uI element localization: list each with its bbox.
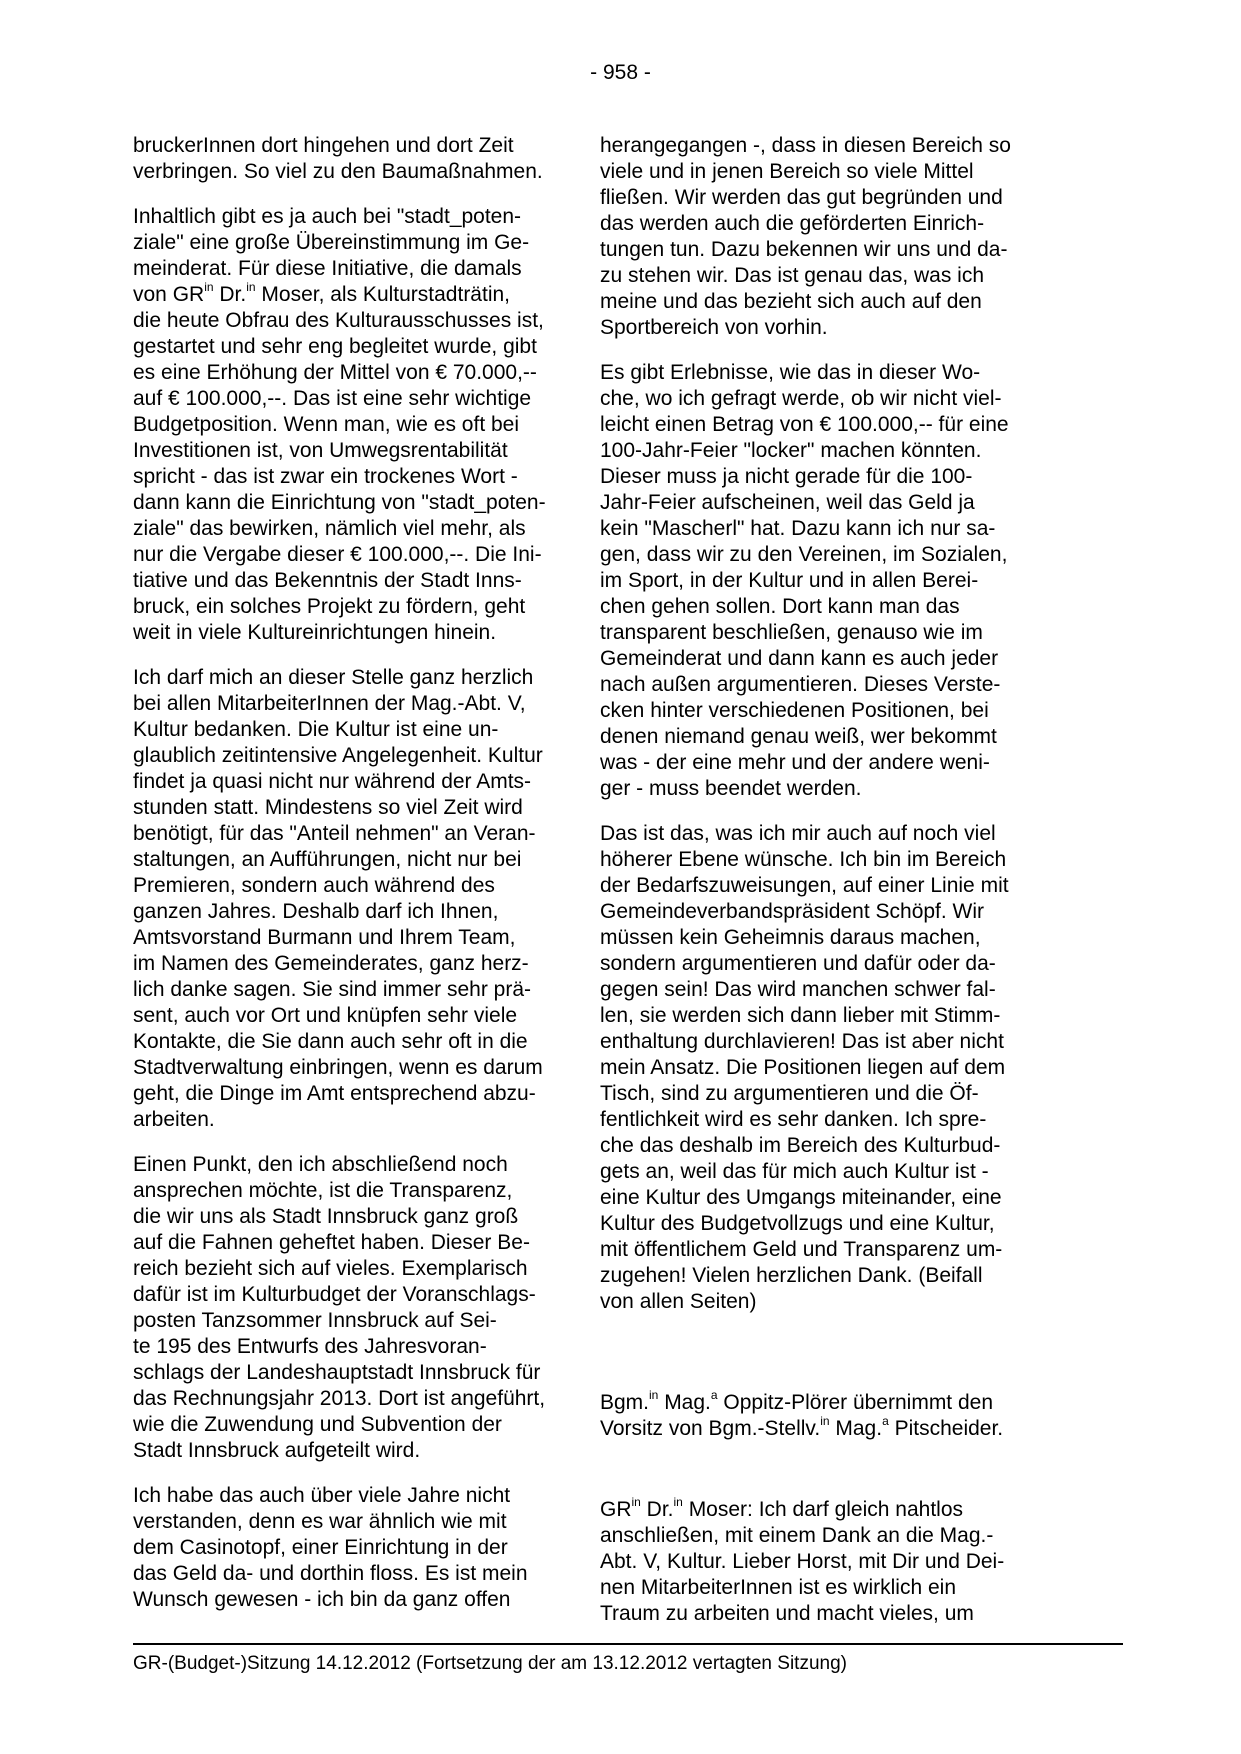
paragraph: Es gibt Erlebnisse, wie das in dieser Wo- che, wo ich gefragt werde, ob wir nicht viel- leicht einen Betrag von € 100.000,-- für eine 100-Jahr-Feier "locker" machen könnten. Dieser muss ja nicht gerade für die 100- Jahr-Feier aufscheinen, weil das Geld ja kein "Mascherl" hat. Dazu kann ich nur sa- gen, dass wir zu den Vereinen, im Sozialen, im Sport, in der Kultur und in allen Berei- chen gehen sollen. Dort kann man das transparent beschließen, genauso wie im Gemeinderat und dann kann es auch jeder nach außen argumentieren. Dieses Verste- cken hinter verschiedenen Positionen, bei denen niemand genau weiß, wer bekommt was - der eine mehr und der andere weni- ger - muss beendet werden. xyxy=(600,361,1009,800)
superscript: a xyxy=(710,1388,718,1402)
superscript: in xyxy=(820,1414,830,1428)
paragraph: Bgm.$^{in}$ Mag.$^a$ Oppitz-Plörer übernimmt den Vorsitz von Bgm.-Stellv.$^{in}$ Mag.$^a$ Pitscheider. xyxy=(600,1388,1004,1440)
paragraph: $GR^{in}$ Dr.$^{in}$ Moser: Ich darf gleich nahtlos anschließen, mit einem Dank an die Mag.- Abt. V, Kultur. Lieber Horst, mit Dir und Dei- nen MitarbeiterInnen ist es wirklich ein Traum zu arbeiten und macht vieles, um xyxy=(600,1495,1005,1625)
paragraph: Ich habe das auch über viele Jahre nicht verstanden, denn es war ähnlich wie mit dem Casinotopf, einer Einrichtung in der das Geld da- und dorthin floss. Es ist mein Wunsch gewesen - ich bin da ganz offen xyxy=(133,1484,528,1611)
superscript: in xyxy=(246,280,256,294)
paragraph: Einen Punkt, den ich abschließend noch ansprechen möchte, ist die Transparenz, die wir uns als Stadt Innsbruck ganz groß auf die Fahnen geheftet haben. Dieser Be- reich bezieht sich auf vieles. Exemplarisch dafür ist im Kulturbudget der Voranschlags- posten Tanzsommer Innsbruck auf Sei- te 195 des Entwurfs des Jahresvoran- schlags der Landeshauptstadt Innsbruck für das Rechnungsjahr 2013. Dort ist angeführt, wie die Zuwendung und Subvention der Stadt Innsbruck aufgeteilt wird. xyxy=(133,1153,546,1462)
superscript: in xyxy=(204,280,214,294)
footer-divider xyxy=(133,1643,1123,1645)
paragraph: Ich darf mich an dieser Stelle ganz herzlich bei allen MitarbeiterInnen der Mag.-Abt. V, Kultur bedanken. Die Kultur ist eine un- glaublich zeitintensive Angelegenheit. Kultur findet ja quasi nicht nur während der Amts- stunden statt. Mindestens so viel Zeit wird benötigt, für das "Anteil nehmen" an Veran- staltungen, an Aufführungen, nicht nur bei Premieren, sondern auch während des ganzen Jahres. Deshalb darf ich Ihnen, Amtsvorstand Burmann und Ihrem Team, im Namen des Gemeinderates, ganz herz- lich danke sagen. Sie sind immer sehr prä- sent, auch vor Ort und knüpfen sehr viele Kontakte, die Sie dann auch sehr oft in die Stadtverwaltung einbringen, wenn es darum geht, die Dinge im Amt entsprechend abzu- arbeiten. xyxy=(133,666,543,1131)
paragraph: herangegangen -, dass in diesen Bereich so viele und in jenen Bereich so viele Mittel fließen. Wir werden das gut begründen und das werden auch die geförderten Einrich- tungen tun. Dazu bekennen wir uns und da- zu stehen wir. Das ist genau das, was ich meine und das bezieht sich auch auf den Sportbereich von vorhin. xyxy=(600,134,1011,339)
superscript: in xyxy=(631,1495,641,1509)
paragraph: bruckerInnen dort hingehen und dort Zeit verbringen. So viel zu den Baumaßnahmen. xyxy=(133,134,543,183)
paragraph: Das ist das, was ich mir auch auf noch viel höherer Ebene wünsche. Ich bin im Bereich der Bedarfszuweisungen, auf einer Linie mit Gemeindeverbandspräsident Schöpf. Wir müssen kein Geheimnis daraus machen, sondern argumentieren und dafür oder da- gegen sein! Das wird manchen schwer fal- len, sie werden sich dann lieber mit Stimm- enthaltung durchlavieren! Das ist aber nicht mein Ansatz. Die Positionen liegen auf dem Tisch, sind zu argumentieren und die Öf- fentlichkeit wird es sehr danken. Ich spre- che das deshalb im Bereich des Kulturbud- gets an, weil das für mich auch Kultur ist - eine Kultur des Umgangs miteinander, eine Kultur des Budgetvollzugs und eine Kultur, mit öffentlichem Geld und Transparenz um- zugehen! Vielen herzlichen Dank. (Beifall von allen Seiten) xyxy=(600,822,1009,1313)
superscript: in xyxy=(649,1388,659,1402)
text-column-left xyxy=(133,133,588,1632)
text-column-right xyxy=(600,133,1060,1646)
paragraph: Inhaltlich gibt es ja auch bei "stadt_poten- ziale" eine große Übereinstimmung im Ge- meinderat. Für diese Initiative, die damals von $GR^{in}$ Dr.$^{in}$ Moser, als Kulturstadträtin, die heute Obfrau des Kulturausschusses ist, gestartet und sehr eng begleitet wurde, gibt es eine Erhöhung der Mittel von € 70.000,-- auf € 100.000,--. Das ist eine sehr wichtige Budgetposition. Wenn man, wie es oft bei Investitionen ist, von Umwegsrentabilität spricht - das ist zwar ein trockenes Wort - dann kann die Einrichtung von "stadt_poten- ziale" das bewirken, nämlich viel mehr, als nur die Vergabe dieser € 100.000,--. Die Ini- tiative und das Bekenntnis der Stadt Inns- bruck, ein solches Projekt zu fördern, geht weit in viele Kultureinrichtungen hinein. xyxy=(133,205,546,644)
footer-session-label: GR-(Budget-)Sitzung 14.12.2012 (Fortsetzung der am 13.12.2012 vertagten Sitzung) xyxy=(133,1653,847,1674)
page-number: - 958 - xyxy=(590,61,651,84)
superscript: a xyxy=(882,1414,889,1428)
superscript: in xyxy=(673,1495,683,1509)
